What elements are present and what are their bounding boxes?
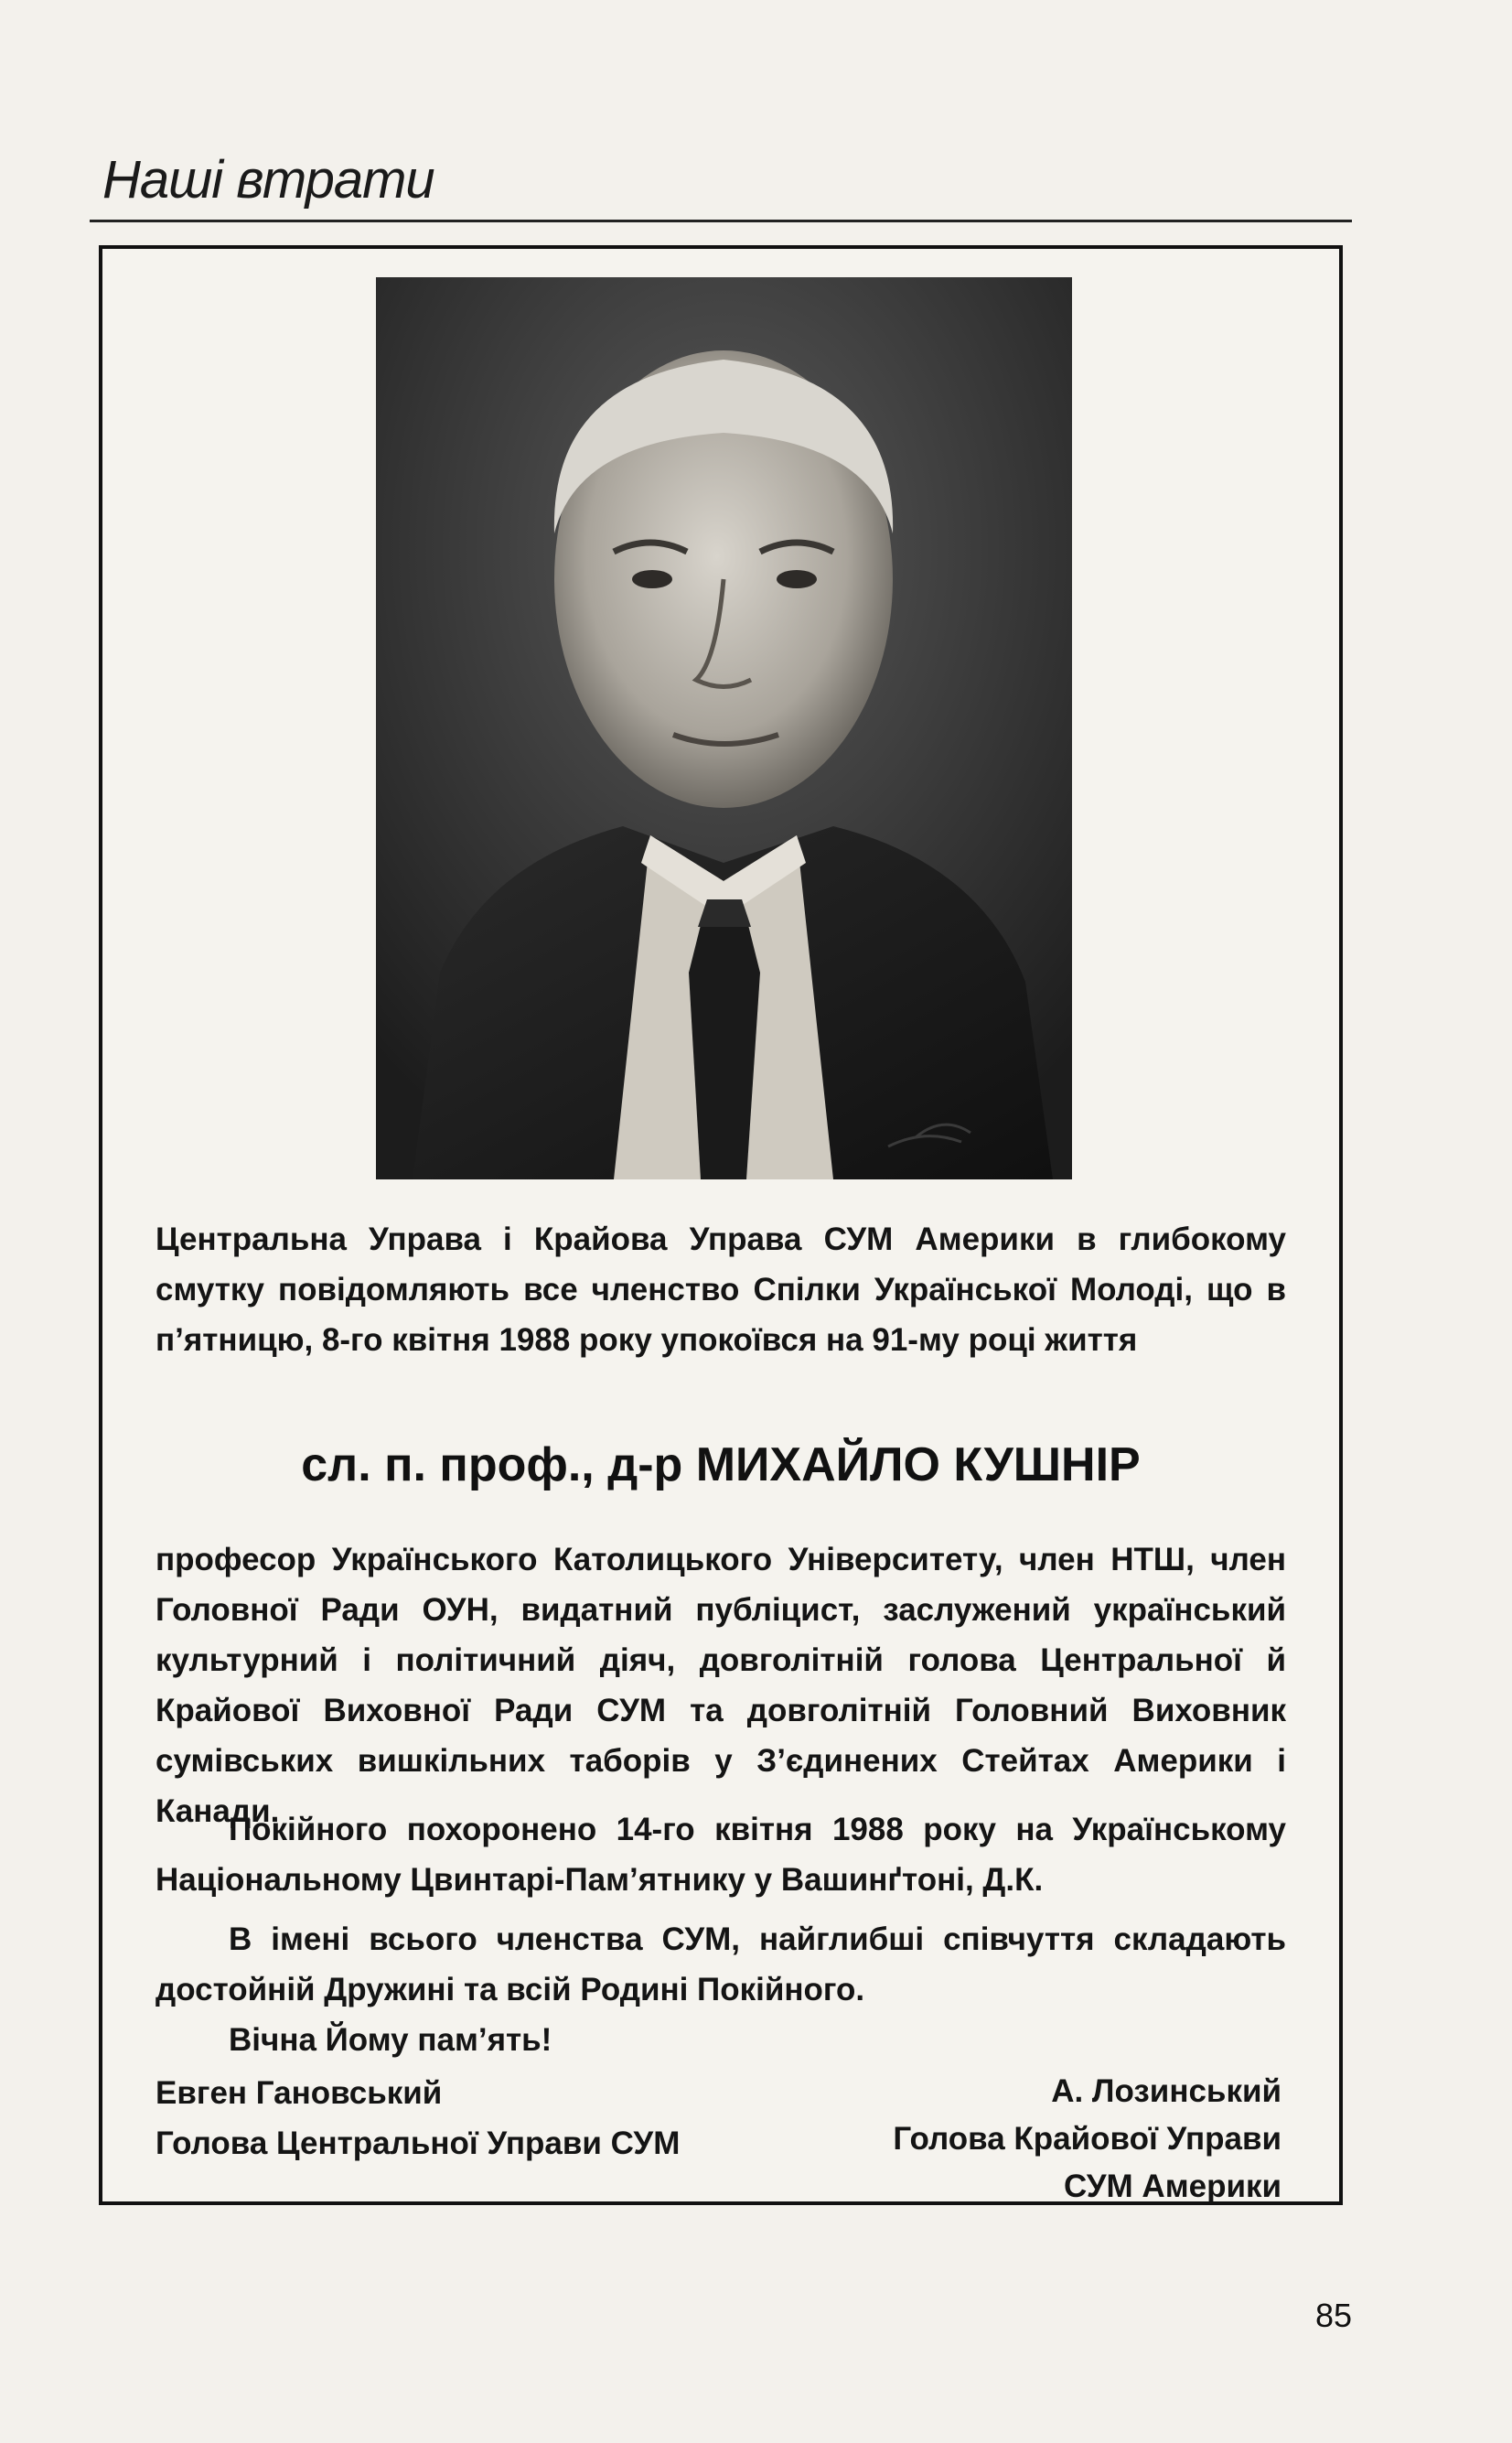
- signature-right-title-line2: СУМ Америки: [1063, 2169, 1281, 2204]
- obituary-intro: Центральна Управа і Крайова Управа СУМ Америки в глибокому смутку повідомляють все членство Спілки Української Молоді, що в п’ятницю, 8-го квітня 1988 року упокоївся на 91-му році життя: [155, 1222, 1286, 1358]
- portrait-illustration: [376, 277, 1072, 1179]
- signature-right-title-line1: Голова Крайової Управи: [893, 2121, 1281, 2157]
- deceased-name: сл. п. проф., д-р МИХАЙЛО КУШНІР: [301, 1438, 1141, 1491]
- signature-left: [155, 2068, 680, 2169]
- section-title-rule: [90, 220, 1352, 222]
- obituary-bio: професор Українського Католицького Університету, член НТШ, член Головної Ради ОУН, видатний публіцист, заслужений український культурний і політичний діяч, довголітній голова Центральної й Крайової Виховної Ради СУМ та довголітній Головний Виховник сумівських вишкільних таборів у З’єдинених Стейтах Америки і Канади.: [155, 1542, 1286, 1829]
- eternal-memory-line: Вічна Йому пам’ять!: [229, 2022, 552, 2058]
- signature-right: [893, 2068, 1281, 2211]
- signature-right-name: А. Лозинський: [1051, 2073, 1281, 2109]
- portrait-photo: [376, 277, 1072, 1179]
- condolence-message: В імені всього членства СУМ, найглибші співчуття складають достойній Дружині та всій Родині Покійного.: [155, 1921, 1286, 2007]
- section-title: Наші втрати: [102, 150, 434, 210]
- signature-left-title: Голова Центральної Управи СУМ: [155, 2126, 681, 2161]
- signature-left-name: Евген Гановський: [155, 2075, 443, 2111]
- page-number: 85: [1315, 2297, 1353, 2334]
- burial-notice: Покійного похоронено 14-го квітня 1988 року на Українському Національному Цвинтарі-Пам’ятнику у Вашинґтоні, Д.К.: [155, 1812, 1286, 1898]
